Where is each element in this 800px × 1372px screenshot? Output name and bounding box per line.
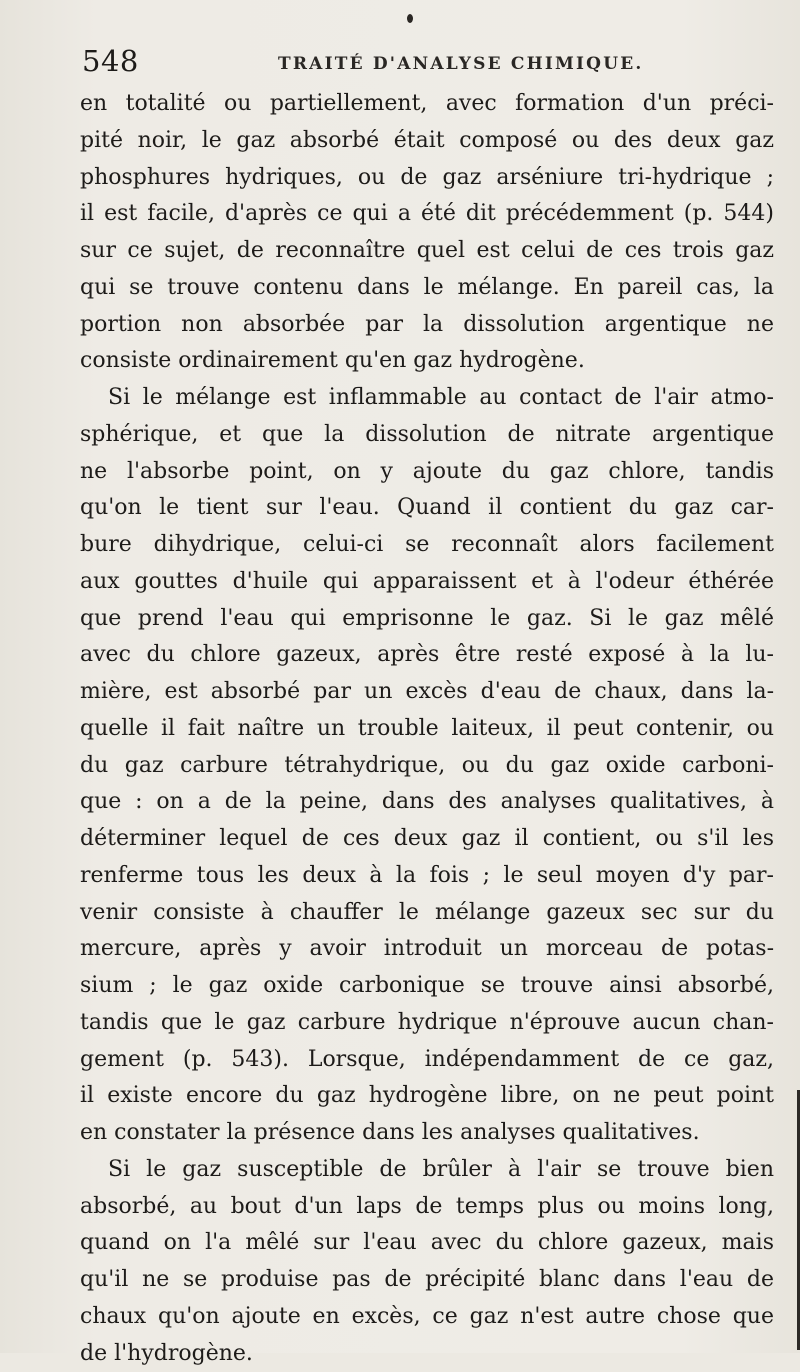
paragraph-2 bbox=[80, 380, 774, 1152]
text-line: Si le mélange est inflammable au contact de l'air atmo- bbox=[80, 380, 774, 417]
text-line: déterminer lequel de ces deux gaz il contient, ou s'il les bbox=[80, 821, 774, 858]
text-line: gement (p. 543). Lorsque, indépendamment de ce gaz, bbox=[80, 1042, 774, 1079]
text-line: venir consiste à chauffer le mélange gazeux sec sur du bbox=[80, 895, 774, 932]
text-line: il est facile, d'après ce qui a été dit précédemment (p. 544) bbox=[80, 196, 774, 233]
text-line: pité noir, le gaz absorbé était composé ou des deux gaz bbox=[80, 123, 774, 160]
text-line: quand on l'a mêlé sur l'eau avec du chlore gazeux, mais bbox=[80, 1225, 774, 1262]
body-text bbox=[80, 86, 774, 1372]
text-line: portion non absorbée par la dissolution argentique ne bbox=[80, 307, 774, 344]
text-line: ne l'absorbe point, on y ajoute du gaz chlore, tandis bbox=[80, 454, 774, 491]
text-line: avec du chlore gazeux, après être resté exposé à la lu- bbox=[80, 637, 774, 674]
text-line: mière, est absorbé par un excès d'eau de chaux, dans la- bbox=[80, 674, 774, 711]
text-line: absorbé, au bout d'un laps de temps plus ou moins long, bbox=[80, 1189, 774, 1226]
running-title: TRAITÉ D'ANALYSE CHIMIQUE. bbox=[278, 54, 644, 74]
text-line: tandis que le gaz carbure hydrique n'éprouve aucun chan- bbox=[80, 1005, 774, 1042]
text-line: sphérique, et que la dissolution de nitrate argentique bbox=[80, 417, 774, 454]
text-line: phosphures hydriques, ou de gaz arséniure tri-hydrique ; bbox=[80, 160, 774, 197]
ink-dot bbox=[407, 14, 413, 23]
text-line: quelle il fait naître un trouble laiteux, il peut contenir, ou bbox=[80, 711, 774, 748]
text-line: il existe encore du gaz hydrogène libre, on ne peut point bbox=[80, 1078, 774, 1115]
text-line: qu'il ne se produise pas de précipité blanc dans l'eau de bbox=[80, 1262, 774, 1299]
paragraph-3 bbox=[80, 1152, 774, 1372]
text-line: du gaz carbure tétrahydrique, ou du gaz oxide carboni- bbox=[80, 748, 774, 785]
text-line: renferme tous les deux à la fois ; le seul moyen d'y par- bbox=[80, 858, 774, 895]
text-line: sium ; le gaz oxide carbonique se trouve ainsi absorbé, bbox=[80, 968, 774, 1005]
text-line: Si le gaz susceptible de brûler à l'air se trouve bien bbox=[80, 1152, 774, 1189]
text-line: qu'on le tient sur l'eau. Quand il contient du gaz car- bbox=[80, 490, 774, 527]
text-line: consiste ordinairement qu'en gaz hydrogène. bbox=[80, 343, 774, 380]
text-line: chaux qu'on ajoute en excès, ce gaz n'est autre chose que bbox=[80, 1299, 774, 1336]
text-line: sur ce sujet, de reconnaître quel est celui de ces trois gaz bbox=[80, 233, 774, 270]
page-header bbox=[82, 44, 772, 84]
text-line: mercure, après y avoir introduit un morceau de potas- bbox=[80, 931, 774, 968]
text-line: qui se trouve contenu dans le mélange. En pareil cas, la bbox=[80, 270, 774, 307]
text-line: bure dihydrique, celui-ci se reconnaît alors facilement bbox=[80, 527, 774, 564]
text-line: que : on a de la peine, dans des analyses qualitatives, à bbox=[80, 784, 774, 821]
text-line: en totalité ou partiellement, avec formation d'un préci- bbox=[80, 86, 774, 123]
text-line: en constater la présence dans les analyses qualitatives. bbox=[80, 1115, 774, 1152]
text-line: que prend l'eau qui emprisonne le gaz. Si le gaz mêlé bbox=[80, 601, 774, 638]
text-line: de l'hydrogène. bbox=[80, 1336, 774, 1372]
text-line: aux gouttes d'huile qui apparaissent et à l'odeur éthérée bbox=[80, 564, 774, 601]
paragraph-1 bbox=[80, 86, 774, 380]
page-number: 548 bbox=[82, 44, 139, 78]
